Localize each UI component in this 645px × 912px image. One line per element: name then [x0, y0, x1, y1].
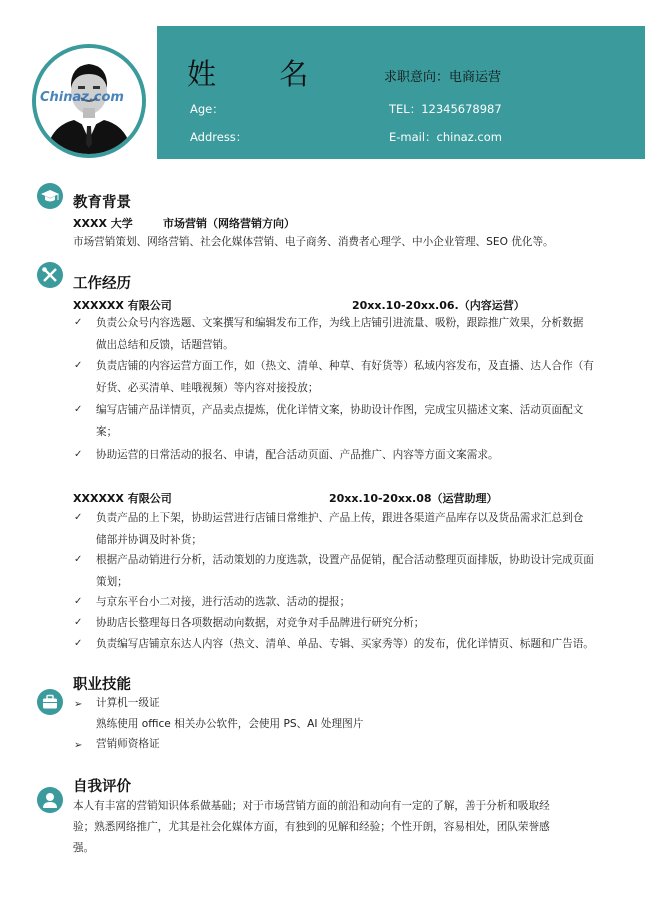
- education-major: 市场营销（网络营销方向）: [163, 217, 295, 230]
- self-eval-title: 自我评价: [73, 779, 131, 795]
- work-title: 工作经历: [73, 276, 131, 292]
- skill-cert2: 营销师资格证: [96, 738, 160, 750]
- list-item: 根据产品动销进行分析，活动策划的力度选款，设置产品促销，配合活动整理页面排版，协助设计完成页面 策划；: [96, 554, 594, 588]
- skills-title: 职业技能: [73, 677, 131, 693]
- self-eval-text: 本人有丰富的营销知识体系做基础；对于市场营销方面的前沿和动向有一定的了解，善于分析和吸取经 验；熟悉网络推广，尤其是社会化媒体方面，有独到的见解和经验；个性开朗，容易相处，团队荣誉感 强。: [73, 800, 550, 854]
- job2-company: XXXXXX 有限公司: [73, 492, 172, 505]
- check-icon: ✓: [74, 404, 83, 415]
- age-label: Age：: [190, 102, 224, 116]
- avatar: [32, 44, 146, 158]
- briefcase-icon: [37, 689, 63, 715]
- list-item: 负责编写店铺京东达人内容（热文、清单、单品、专辑、买家秀等）的发布，优化详情页、标题和广告语。: [96, 638, 594, 650]
- person-icon: [37, 787, 63, 813]
- list-item: 编写店铺产品详情页，产品卖点提炼，优化详情文案，协助设计作图，完成宝贝描述文案、活动页面配文 案；: [96, 404, 584, 438]
- list-item: 协助运营的日常活动的报名、申请，配合活动页面、产品推广、内容等方面文案需求。: [96, 449, 499, 461]
- check-icon: ✓: [74, 554, 83, 565]
- graduation-cap-icon: [37, 183, 63, 209]
- list-item: 负责店铺的内容运营方面工作，如（热文、清单、种草、有好货等）私域内容发布，及直播、达人合作（有 好货、必买清单、哇哦视频）等内容对接投放；: [96, 360, 594, 394]
- job2-period: 20xx.10-20xx.08（运营助理）: [329, 492, 498, 505]
- check-icon: ✓: [74, 638, 83, 649]
- tel-text: TEL：12345678987: [389, 102, 502, 116]
- education-school: XXXX 大学: [73, 217, 133, 230]
- education-courses: 市场营销策划、网络营销、社会化媒体营销、电子商务、消费者心理学、中小企业管理、SEO 优化等。: [73, 236, 554, 248]
- arrow-bullet-icon: ➢: [74, 699, 83, 710]
- education-title: 教育背景: [73, 195, 131, 211]
- skill-cert1: 计算机一级证: [96, 697, 160, 709]
- job1-period: 20xx.10-20xx.06.（内容运营）: [352, 299, 525, 312]
- address-label: Address：: [190, 130, 248, 144]
- avatar-logo: Chinaz.com: [40, 90, 124, 105]
- check-icon: ✓: [74, 512, 83, 523]
- check-icon: ✓: [74, 360, 83, 371]
- tools-icon: [37, 262, 63, 288]
- email-text: E-mail：chinaz.com: [389, 130, 502, 144]
- list-item: 负责公众号内容选题、文案撰写和编辑发布工作，为线上店铺引进流量、吸粉，跟踪推广效果，分析数据 做出总结和反馈，话题营销。: [96, 317, 584, 351]
- job-intent: 求职意向：电商运营: [384, 70, 502, 85]
- list-item: 协助店长整理每日各项数据动向数据，对竞争对手品牌进行研究分析；: [96, 617, 425, 629]
- list-item: 负责产品的上下架，协助运营进行店铺日常维护、产品上传，跟进各渠道产品库存以及货品需求汇总到仓 储部并协调及时补货；: [96, 512, 584, 546]
- arrow-bullet-icon: ➢: [74, 740, 83, 751]
- check-icon: ✓: [74, 449, 83, 460]
- candidate-name: 姓 名: [187, 57, 324, 91]
- check-icon: ✓: [74, 596, 83, 607]
- check-icon: ✓: [74, 317, 83, 328]
- skill-cert1-detail: 熟练使用 office 相关办公软件，会使用 PS、AI 处理图片: [96, 718, 364, 730]
- job1-company: XXXXXX 有限公司: [73, 299, 172, 312]
- check-icon: ✓: [74, 617, 83, 628]
- list-item: 与京东平台小二对接，进行活动的选款、活动的提报；: [96, 596, 351, 608]
